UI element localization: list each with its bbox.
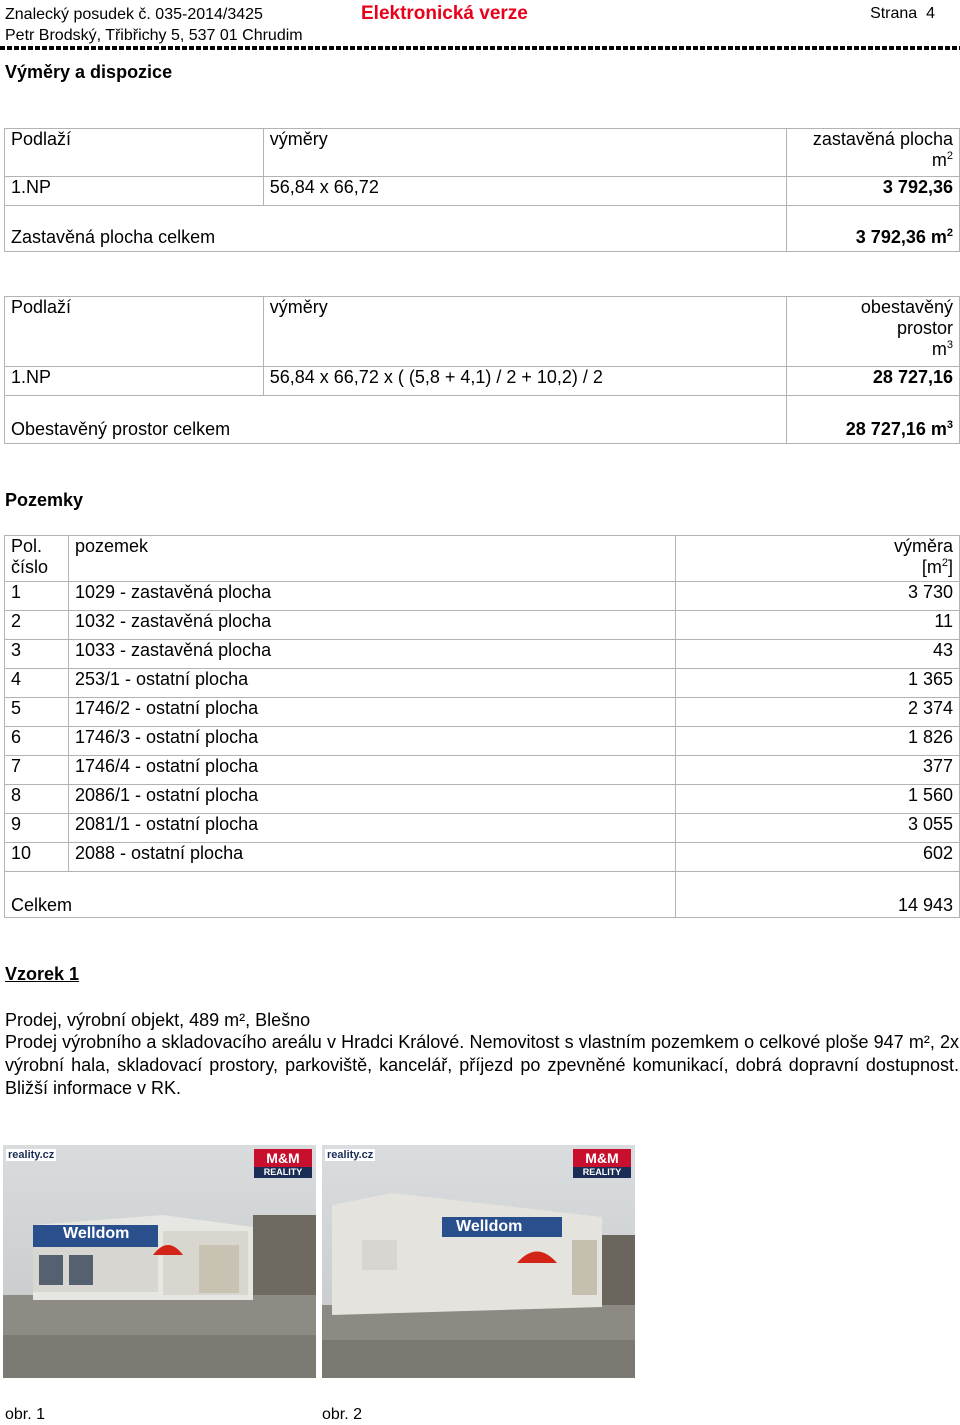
parcel-number: 7 [5,756,69,785]
parcel-name: 1033 - zastavěná plocha [68,640,675,669]
col-header-floor: Podlaží [5,129,264,177]
parcel-name: 1746/3 - ostatní plocha [68,727,675,756]
parcel-area: 3 730 [676,582,960,611]
col-header-volume [787,297,960,367]
parcel-number: 9 [5,814,69,843]
logo-top-text: M&M [573,1149,631,1167]
total-value: 28 727,16 $m^3$ [787,396,960,444]
photo-2 [322,1145,635,1378]
parcel-row [5,785,960,814]
col-header-number-line2: číslo [11,557,49,577]
parcel-row [5,727,960,756]
col-header-built-area [787,129,960,177]
col-header-number [5,536,69,582]
parcel-number: 3 [5,640,69,669]
parcel-area: 43 [676,640,960,669]
header-left [5,4,303,46]
row-floor: 1.NP [5,177,264,206]
parcel-name: 2088 - ostatní plocha [68,843,675,872]
row-formula: 56,84 x 66,72 x ( (5,8 + 4,1) / 2 + 10,2) / 2 [263,367,786,396]
parcel-number: 8 [5,785,69,814]
photo-1 [3,1145,316,1378]
total-label: Obestavěný prostor celkem [5,396,787,444]
mm-reality-logo [254,1149,312,1178]
parcel-area: 3 055 [676,814,960,843]
sample-title: Vzorek 1 [5,964,80,984]
parcel-area: 2 374 [676,698,960,727]
parcel-name: 2081/1 - ostatní plocha [68,814,675,843]
parcel-name: 1746/2 - ostatní plocha [68,698,675,727]
parcel-number: 1 [5,582,69,611]
built-area-table [4,128,960,252]
col-header-area-line1: výměra [893,536,953,556]
col-header-built-area-label: zastavěná plocha [812,129,953,149]
built-volume-table [4,296,960,444]
logo-bottom-text: REALITY [573,1167,631,1178]
parcel-number: 4 [5,669,69,698]
section-title: Výměry a dispozice [5,62,173,82]
store-sign: Welldom [456,1218,523,1235]
col-header-parcel: pozemek [68,536,675,582]
parcel-name: 253/1 - ostatní plocha [68,669,675,698]
photo-1-caption: obr. 1 [5,1406,46,1423]
col-header-number-line1: Pol. [11,536,43,556]
parcel-name: 1746/4 - ostatní plocha [68,756,675,785]
parcel-area: 1 365 [676,669,960,698]
parcel-area: 1 560 [676,785,960,814]
parcel-number: 10 [5,843,69,872]
parcel-row [5,582,960,611]
parcel-name: 2086/1 - ostatní plocha [68,785,675,814]
parcel-name: 1032 - zastavěná plocha [68,611,675,640]
parcel-row [5,669,960,698]
row-value: 3 792,36 [787,177,960,206]
row-floor: 1.NP [5,367,264,396]
row-value: 28 727,16 [787,367,960,396]
report-id: Znalecký posudek č. 035-2014/3425 [5,6,263,23]
col-header-dims: výměry [263,297,786,367]
parcel-name: 1029 - zastavěná plocha [68,582,675,611]
parcels-title: Pozemky [5,490,84,510]
parcel-area: 1 826 [676,727,960,756]
electronic-version-label: Elektronická verze [361,3,528,24]
watermark-text: reality.cz [8,1149,55,1161]
parcel-number: 2 [5,611,69,640]
mm-reality-logo [573,1149,631,1178]
photo-2-caption: obr. 2 [322,1406,363,1423]
col-header-volume-line2: prostor [896,318,953,338]
col-header-unit: $m^2$ [931,150,953,170]
parcel-row [5,698,960,727]
parcel-area: 11 [676,611,960,640]
author-address: Petr Brodský, Třibřichy 5, 537 01 Chrudim [5,27,303,44]
page-number: 4 [926,5,935,22]
parcel-row [5,756,960,785]
parcels-total-value: 14 943 [676,872,960,918]
parcel-area: 377 [676,756,960,785]
page-label: Strana [870,5,918,22]
parcel-number: 6 [5,727,69,756]
col-header-area [676,536,960,582]
parcel-row [5,640,960,669]
col-header-unit: $m^3$ [931,339,953,359]
parcels-total-label: Celkem [5,872,676,918]
logo-bottom-text: REALITY [254,1167,312,1178]
logo-top-text: M&M [254,1149,312,1167]
page-indicator [870,5,935,23]
col-header-dims: výměry [263,129,786,177]
parcel-number: 5 [5,698,69,727]
parcel-area: 602 [676,843,960,872]
sample-description: Prodej výrobního a skladovacího areálu v Hradci Králové. Nemovitost s vlastním pozemkem o celkové ploše 947 m², 2x výrobní hala, skladovací prostory, parkoviště, kancelář, příjezd po zpevněné komunikací, dobrá dopravní dostupnost. Bližší informace v RK. [5,1032,959,1098]
row-dims: 56,84 x 66,72 [263,177,786,206]
store-sign: Welldom [63,1225,130,1242]
sample-headline: Prodej, výrobní objekt, 489 m², Blešno [5,1010,311,1030]
col-header-area-unit: $[m^2]$ [921,557,953,577]
parcel-row [5,843,960,872]
header-divider [0,46,960,50]
parcel-row [5,611,960,640]
parcel-row [5,814,960,843]
col-header-floor: Podlaží [5,297,264,367]
parcels-table [4,535,960,918]
watermark-text: reality.cz [327,1149,374,1161]
total-value: 3 792,36 $m^2$ [787,206,960,252]
col-header-volume-line1: obestavěný [860,297,953,317]
total-label: Zastavěná plocha celkem [5,206,787,252]
